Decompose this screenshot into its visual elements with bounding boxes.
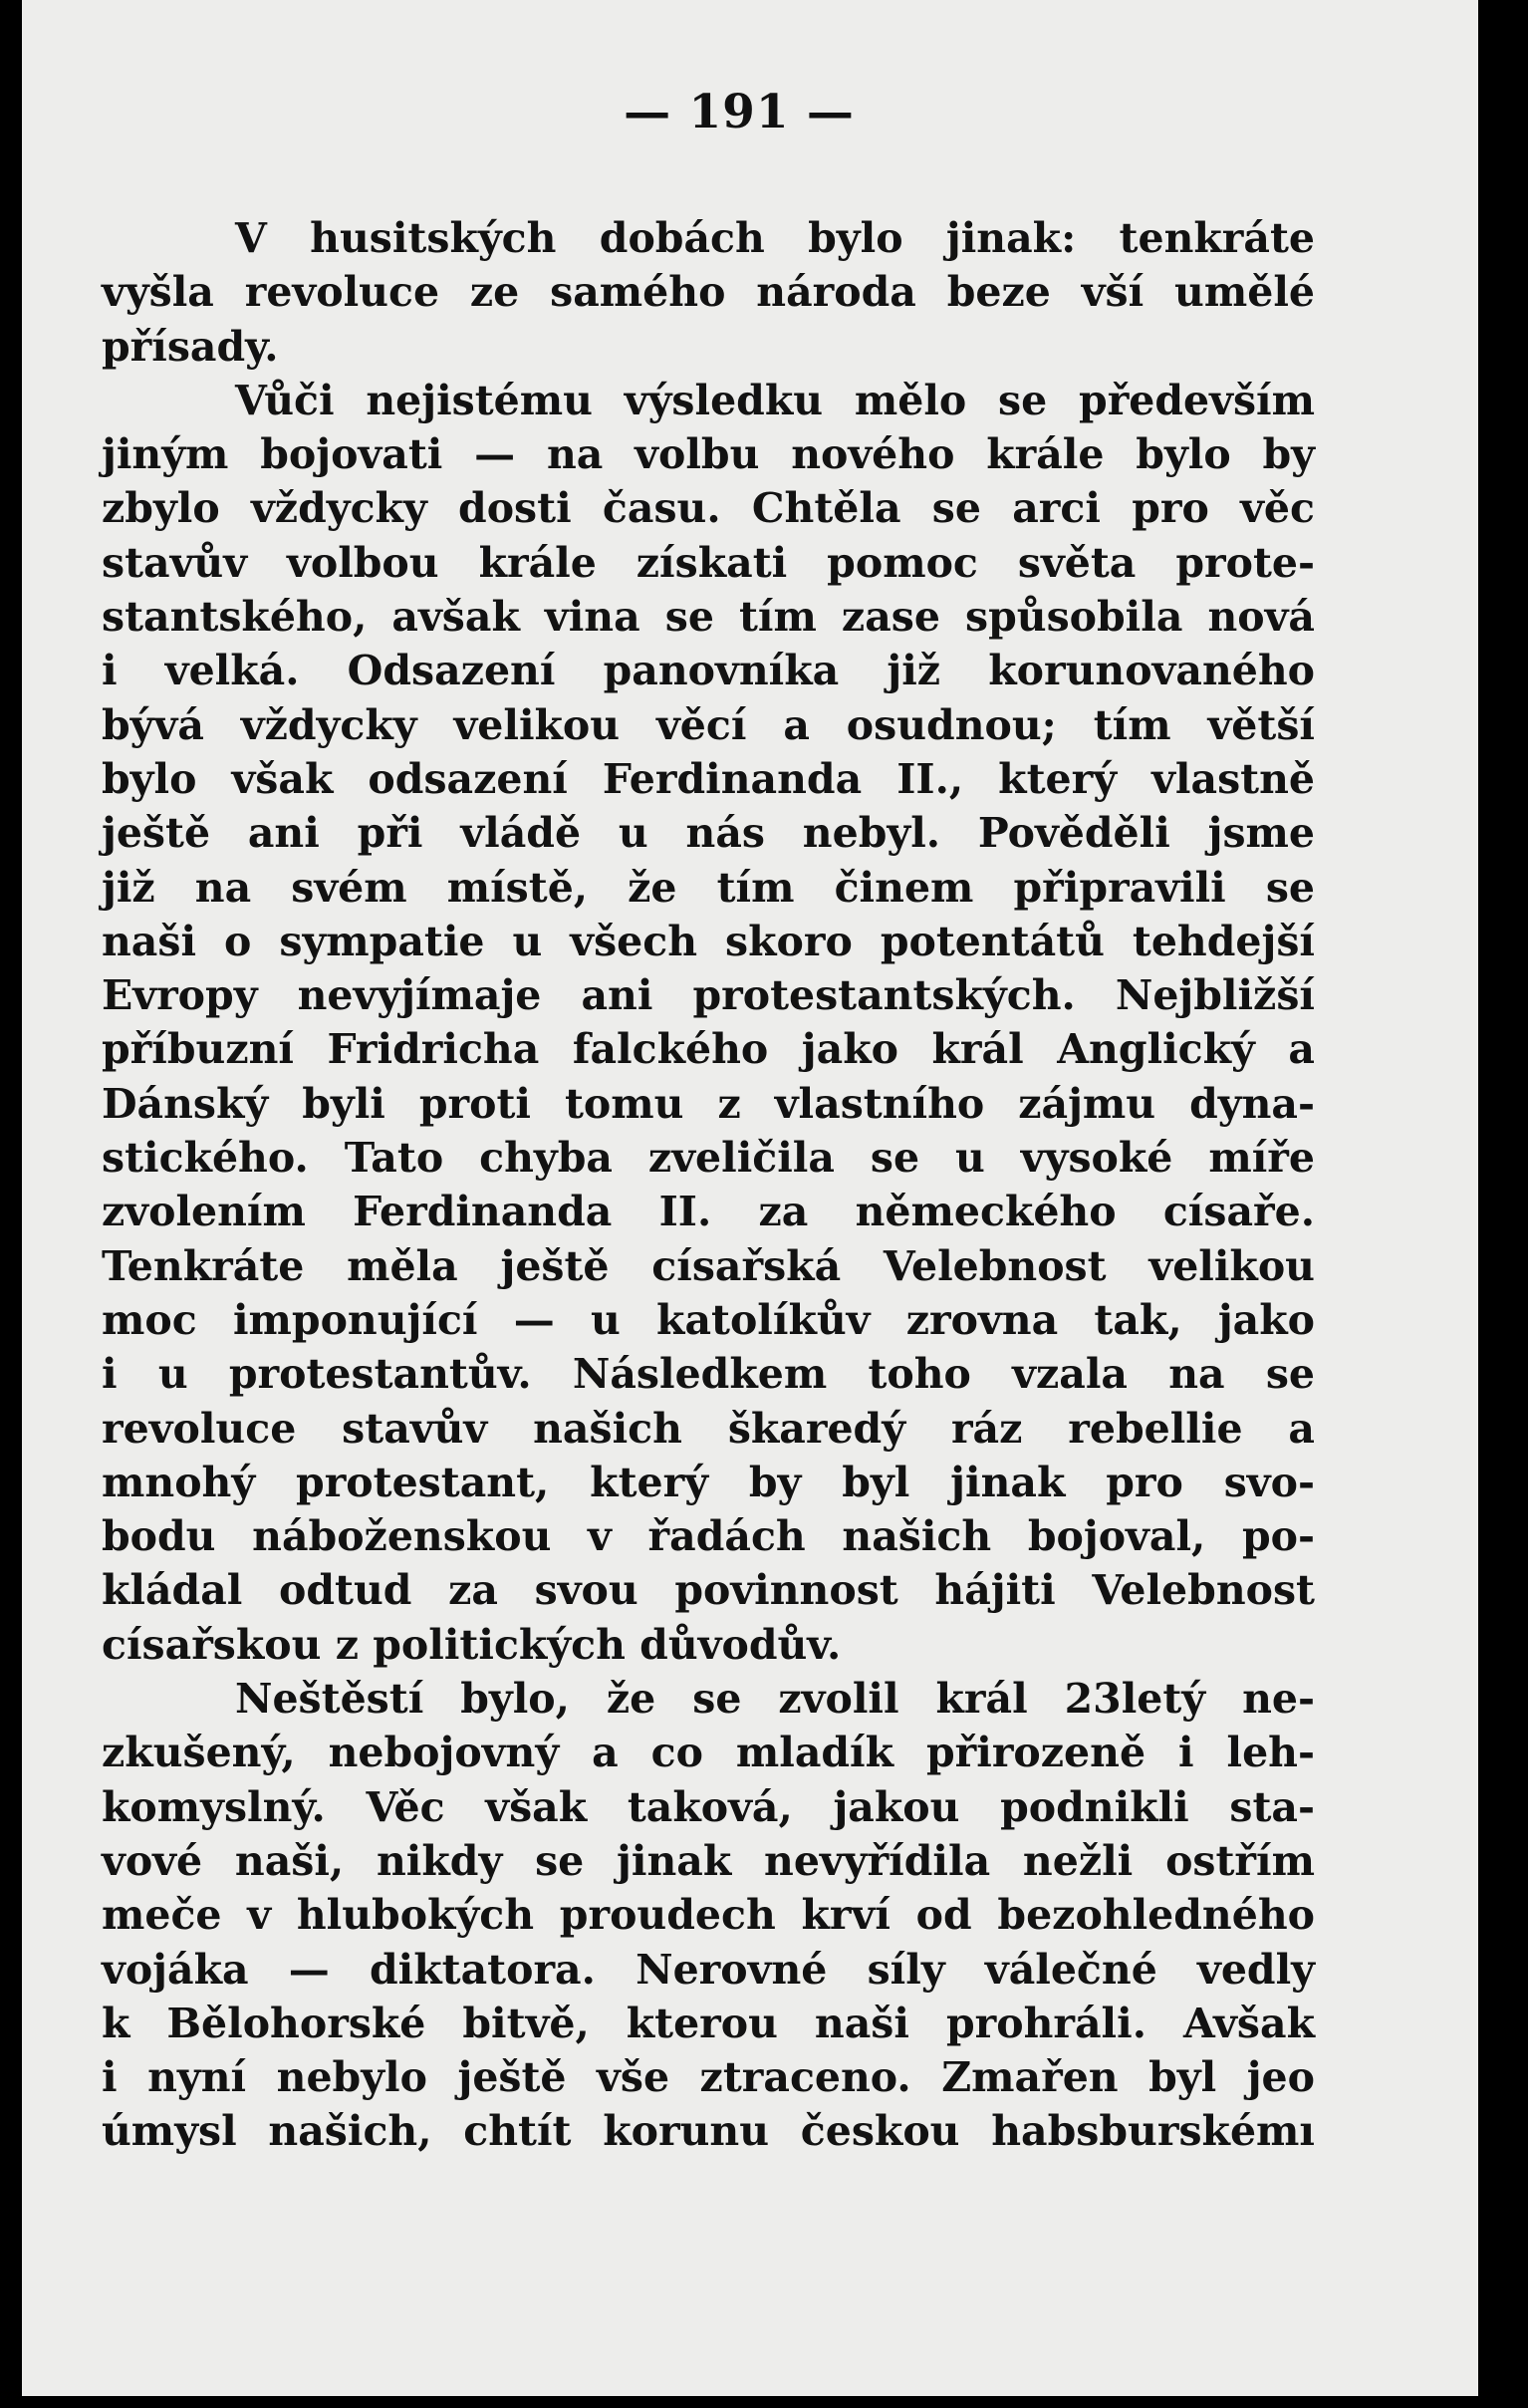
text-line: bylo však odsazení Ferdinanda II., který vlastně <box>102 754 1315 803</box>
body-text <box>102 211 1315 2159</box>
text-line: jiným bojovati — na volbu nového krále bylo by <box>102 430 1315 479</box>
text-line: revoluce stavův našich škaredý ráz rebellie a <box>102 1404 1315 1453</box>
text-line: zkušený, nebojovný a co mladík přirozeně i leh- <box>102 1729 1315 1777</box>
text-line: vyšla revoluce ze samého národa beze vší umělé <box>102 268 1315 317</box>
text-line: bývá vždycky velikou věcí a osudnou; tím větší <box>102 700 1315 749</box>
text-line: císařskou z politických důvodův. <box>102 1620 842 1669</box>
text-line: stického. Tato chyba zveličila se u vysoké míře <box>102 1134 1315 1183</box>
text-line: kládal odtud za svou povinnost hájiti Velebnost <box>102 1566 1315 1615</box>
text-line: V husitských dobách bylo jinak: tenkráte <box>235 214 1315 262</box>
text-line: již na svém místě, že tím činem připravili se <box>102 863 1315 912</box>
text-line: i velká. Odsazení panovníka již korunovaného <box>102 647 1315 695</box>
text-line: k Bělohorské bitvě, kterou naši prohráli. Avšak <box>102 1999 1315 2047</box>
text-line: meče v hlubokých proudech krví od bezohledného <box>102 1891 1315 1940</box>
text-line: Dánský byli proti tomu z vlastního zájmu dyna- <box>102 1079 1315 1128</box>
text-line: i nyní nebylo ještě vše ztraceno. Zmařen byl jeo <box>102 2053 1315 2102</box>
text-line: bodu náboženskou v řadách našich bojoval, po- <box>102 1512 1315 1561</box>
text-line: zvolením Ferdinanda II. za německého císaře. <box>102 1188 1315 1236</box>
text-line: ještě ani při vládě u nás nebyl. Pověděli jsme <box>102 809 1315 858</box>
text-line: Tenkráte měla ještě císařská Velebnost velikou <box>102 1241 1315 1290</box>
text-line: komyslný. Věc však taková, jakou podnikli sta- <box>102 1782 1315 1831</box>
text-line: mnohý protestant, který by byl jinak pro svo- <box>102 1458 1315 1506</box>
text-line: stavův volbou krále získati pomoc světa prote- <box>102 538 1315 587</box>
text-line: úmysl našich, chtít korunu českou habsburskémı <box>102 2107 1315 2156</box>
text-line: stantského, avšak vina se tím zase spůsobila nová <box>102 593 1315 642</box>
text-line: příbuzní Fridricha falckého jako král Anglický a <box>102 1025 1315 1074</box>
text-line: moc imponující — u katolíkův zrovna tak, jako <box>102 1295 1315 1344</box>
page-number: — 191 — <box>624 85 855 139</box>
text-line: Vůči nejistému výsledku mělo se především <box>235 376 1315 424</box>
text-line: i u protestantův. Následkem toho vzala na se <box>102 1350 1315 1399</box>
text-line: Neštěstí bylo, že se zvolil král 23letý ne- <box>235 1675 1315 1724</box>
book-page <box>22 0 1478 2396</box>
text-line: vojáka — diktatora. Nerovné síly válečné vedly <box>102 1945 1315 1994</box>
text-line: zbylo vždycky dosti času. Chtěla se arci pro věc <box>102 484 1315 533</box>
text-line: naši o sympatie u všech skoro potentátů tehdejší <box>102 917 1315 965</box>
text-line: Evropy nevyjímaje ani protestantských. Nejbližší <box>102 971 1315 1020</box>
text-line: vové naši, nikdy se jinak nevyřídila nežli ostřím <box>102 1836 1315 1885</box>
text-line: přísady. <box>102 322 279 371</box>
